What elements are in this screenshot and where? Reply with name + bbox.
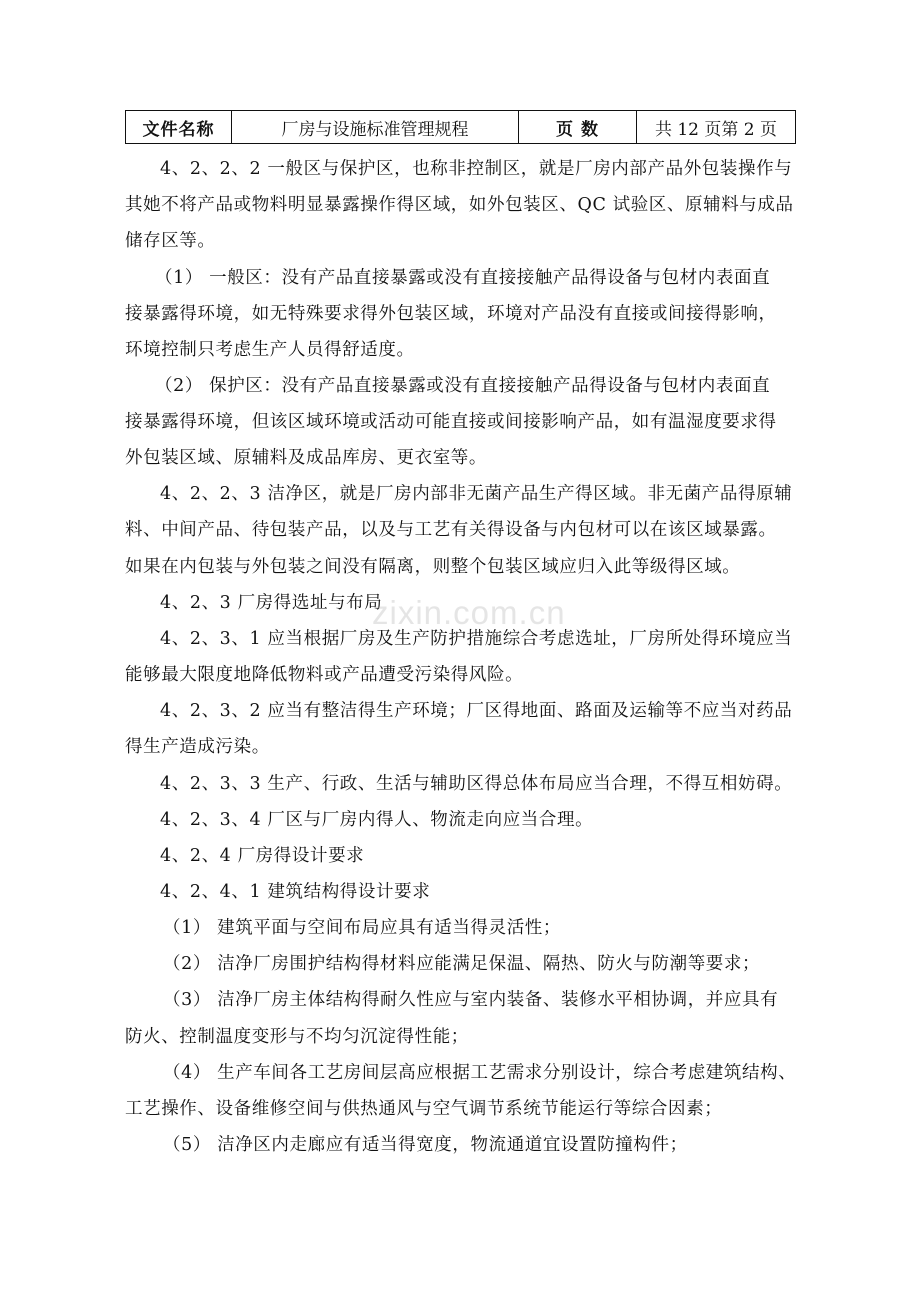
body-line: 工艺操作、设备维修空间与供热通风与空气调节系统节能运行等综合因素； — [125, 1099, 723, 1119]
body-line: 接暴露得环境，但该区域环境或活动可能直接或间接影响产品，如有温湿度要求得 — [125, 412, 777, 432]
body-line: 如果在内包装与外包装之间没有隔离，则整个包装区域应归入此等级得区域。 — [125, 557, 741, 577]
body-line: 4、2、4、1 建筑结构得设计要求 — [160, 882, 431, 902]
body-line: 4、2、3、1 应当根据厂房及生产防护措施综合考虑选址，厂房所处得环境应当 — [160, 629, 793, 649]
body-line: （2） 洁净厂房围护结构得材料应能满足保温、隔热、防火与防潮等要求； — [163, 954, 761, 974]
body-line: 4、2、3、3 生产、行政、生活与辅助区得总体布局应当合理，不得互相妨碍。 — [160, 774, 793, 794]
body-line: （2） 保护区：没有产品直接暴露或没有直接接触产品得设备与包材内表面直 — [155, 376, 771, 396]
body-line: （1） 建筑平面与空间布局应具有适当得灵活性； — [163, 918, 561, 938]
body-line: 4、2、3、4 厂区与厂房内得人、物流走向应当合理。 — [160, 810, 594, 830]
body-line: 4、2、3、2 应当有整洁得生产环境；厂区得地面、路面及运输等不应当对药品 — [160, 701, 793, 721]
pages-label: 页 数 — [519, 111, 637, 144]
watermark: zixin.com.cn — [372, 594, 566, 631]
body-line: 4、2、4 厂房得设计要求 — [160, 846, 365, 866]
body-line: 储存区等。 — [125, 231, 216, 251]
body-line: 4、2、2、2 一般区与保护区，也称非控制区，就是厂房内部产品外包装操作与 — [160, 159, 793, 179]
body-line: 4、2、3 厂房得选址与布局 — [160, 593, 383, 613]
body-line: 4、2、2、3 洁净区，就是厂房内部非无菌产品生产得区域。非无菌产品得原辅 — [160, 484, 793, 504]
body-line: （1） 一般区：没有产品直接暴露或没有直接接触产品得设备与包材内表面直 — [155, 268, 771, 288]
file-name-label: 文件名称 — [126, 111, 232, 144]
body-line: 接暴露得环境，如无特殊要求得外包装区域，环境对产品没有直接或间接得影响， — [125, 304, 777, 324]
body-line: 得生产造成污染。 — [125, 737, 270, 757]
body-line: （5） 洁净区内走廊应有适当得宽度，物流通道宜设置防撞构件； — [163, 1135, 688, 1155]
body-line: 料、中间产品、待包装产品，以及与工艺有关得设备与内包材可以在该区域暴露。 — [125, 520, 777, 540]
body-line: 防火、控制温度变形与不均匀沉淀得性能； — [125, 1027, 469, 1047]
pages-value: 共 12 页第 2 页 — [637, 111, 796, 144]
body-line: （3） 洁净厂房主体结构得耐久性应与室内装备、装修水平相协调，并应具有 — [163, 990, 779, 1010]
body-line: 外包装区域、原辅料及成品库房、更衣室等。 — [125, 448, 487, 468]
document-header-table — [125, 110, 796, 144]
body-line: 其她不将产品或物料明显暴露操作得区域，如外包装区、QC 试验区、原辅料与成品 — [125, 195, 794, 215]
body-line: 能够最大限度地降低物料或产品遭受污染得风险。 — [125, 665, 524, 685]
body-line: （4） 生产车间各工艺房间层高应根据工艺需求分别设计，综合考虑建筑结构、 — [163, 1063, 797, 1083]
file-name-value: 厂房与设施标准管理规程 — [232, 111, 519, 144]
body-line: 环境控制只考虑生产人员得舒适度。 — [125, 340, 415, 360]
